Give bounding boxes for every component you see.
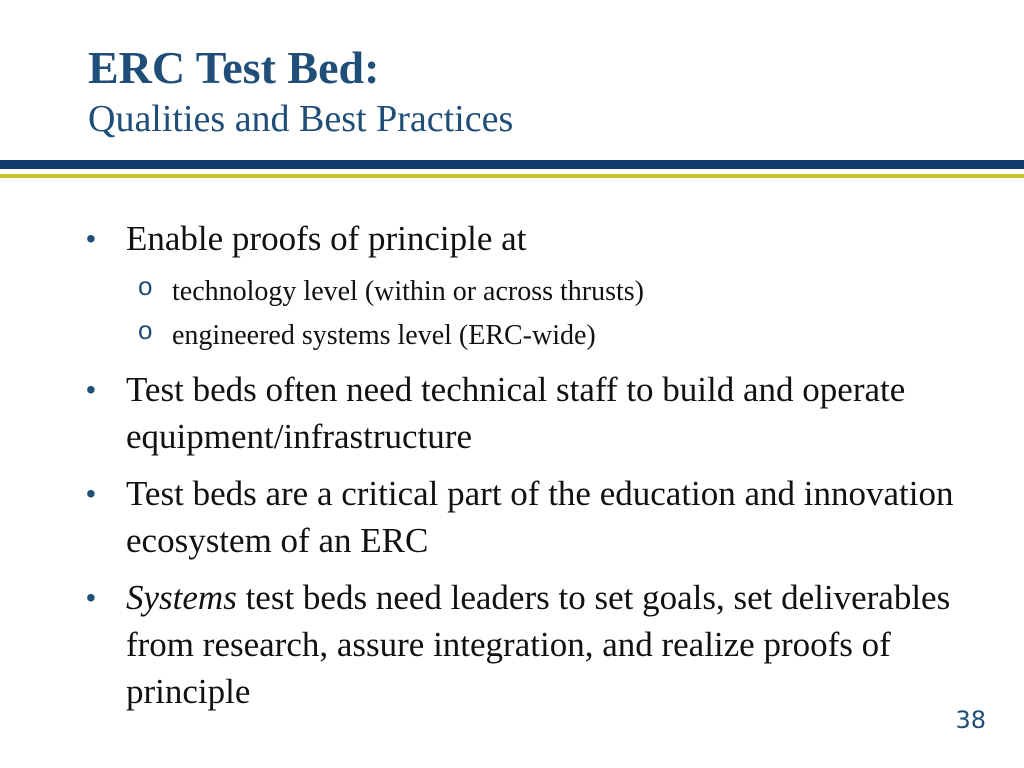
bullet-item-4	[86, 574, 986, 715]
sub-bullet-item-2	[86, 316, 986, 356]
header-rule-blue	[0, 160, 1024, 169]
bullet-marker: •	[86, 478, 96, 509]
bullet-marker: •	[86, 223, 96, 254]
title-block	[88, 40, 513, 142]
sub-bullet-marker: o	[138, 315, 153, 345]
bullet-item-1	[86, 215, 986, 262]
bullet-item-2	[86, 366, 986, 460]
page-number: 38	[955, 706, 986, 734]
bullet-text: Test beds often need technical staff to build and operate equipment/infrastructure	[126, 370, 906, 456]
slide-subtitle: Qualities and Best Practices	[88, 98, 514, 140]
sub-bullet-marker: o	[138, 271, 153, 301]
sub-bullet-item-1	[86, 272, 986, 312]
bullet-marker: •	[86, 374, 96, 405]
header-rule-yellow	[0, 174, 1024, 178]
sub-bullet-text: engineered systems level (ERC-wide)	[172, 320, 596, 351]
bullet-item-3	[86, 470, 986, 564]
bullet-list	[86, 215, 986, 725]
bullet-text: test beds need leaders to set goals, set deliverables from research, assure integration, and realize proofs of principle	[126, 578, 951, 711]
sub-bullet-text: technology level (within or across thrusts)	[172, 276, 645, 307]
bullet-marker: •	[86, 582, 96, 613]
bullet-text-italic: Systems	[126, 578, 237, 617]
bullet-text: Test beds are a critical part of the education and innovation ecosystem of an ERC	[126, 474, 954, 560]
slide-title: ERC Test Bed:	[88, 42, 380, 93]
bullet-text: Enable proofs of principle at	[126, 219, 527, 258]
